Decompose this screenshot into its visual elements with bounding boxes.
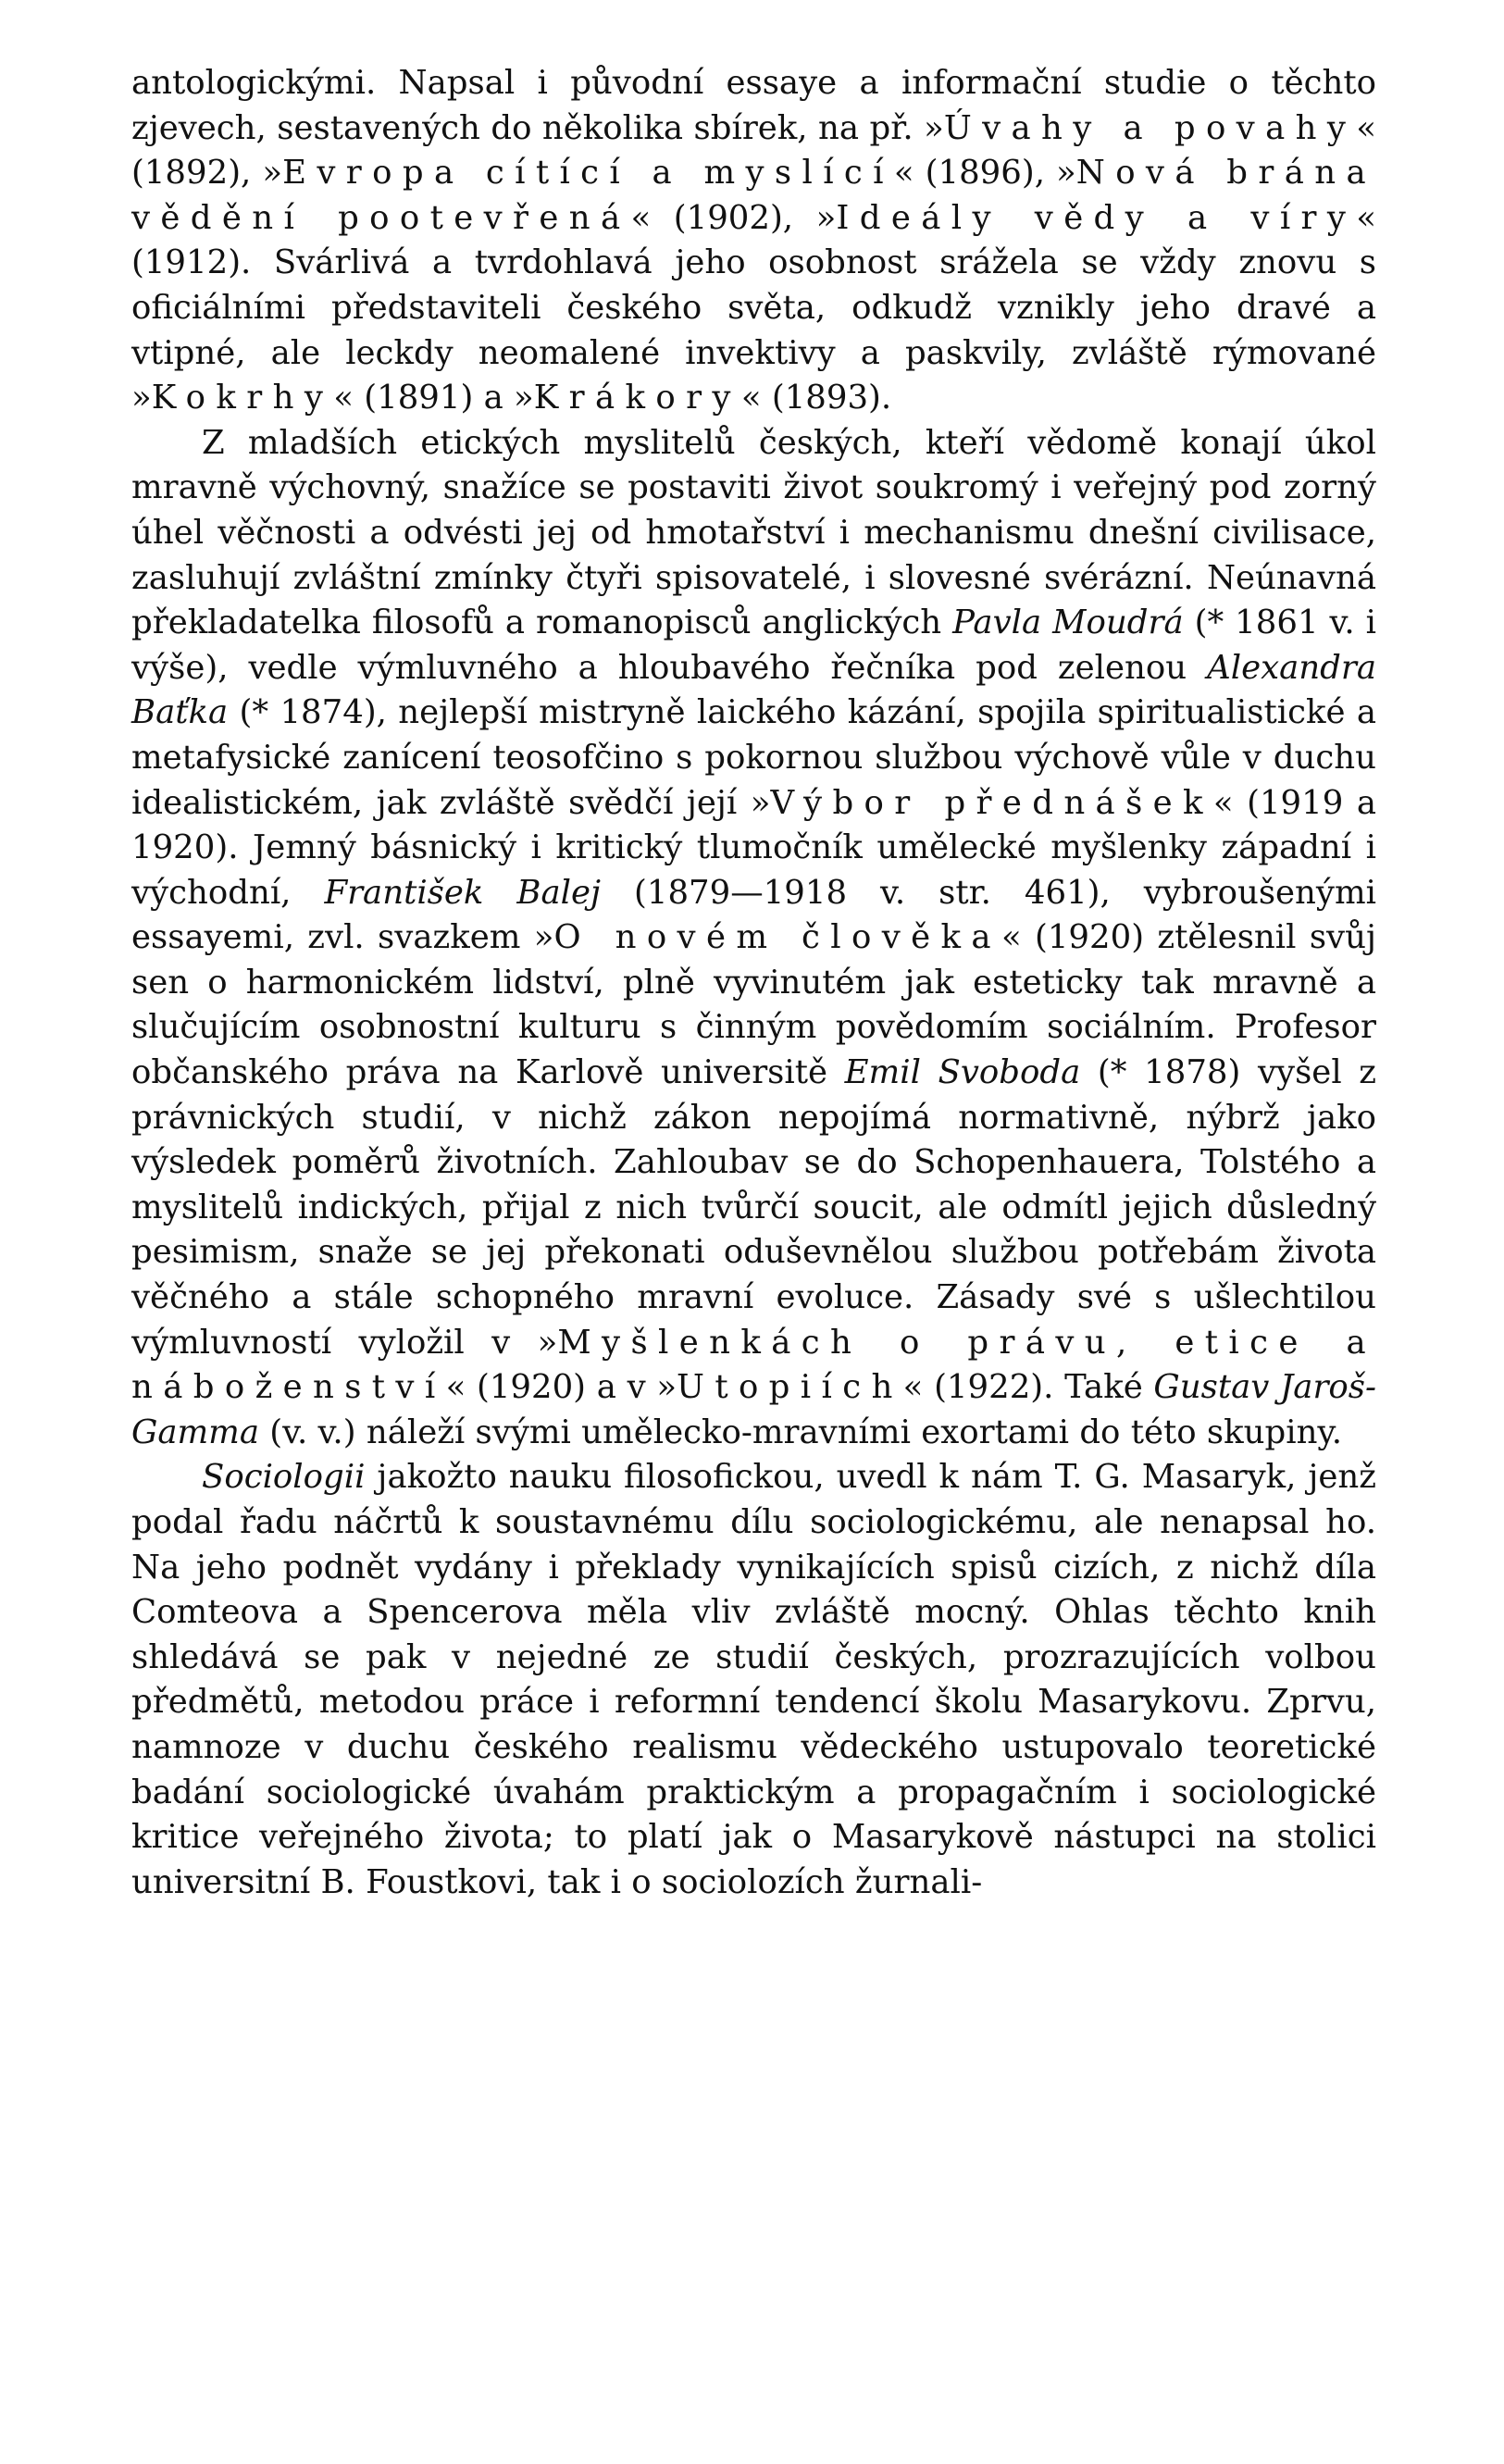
text-run: « (1892), » (131, 108, 1376, 193)
paragraph-1 (131, 61, 1376, 421)
italic-name: Pavla Moudrá (952, 604, 1184, 642)
italic-name: Emil Svoboda (844, 1053, 1081, 1092)
text-run: Z mladších etických myslitelů českých, kteří vědomě konají úkol mravně výchovný, snažíce se postaviti život soukromý i veřejný pod zorný úhel věčnosti a odvésti jej od hmotařství i mechanismu dnešní civilisace, zasluhují zvláštní zmínky čtyři spisovatelé, i slovesné svérázní. Neúnavná překladatelka filosofů a romanopisců anglických (131, 423, 1376, 642)
italic-name: Sociologii (202, 1458, 366, 1497)
emphasized-title: Myšlenkách o právu, etice a náboženství (131, 1323, 1377, 1407)
emphasized-title: Utopiích (677, 1368, 903, 1407)
italic-name: František Balej (324, 873, 602, 912)
emphasized-title: Evropa cítící a myslící (282, 154, 894, 193)
book-page (131, 61, 1376, 1905)
text-run: antologickými. Napsal i původní essaye a informační studie o těchto zjevech, sestavených do několika sbírek, na př. » (131, 64, 1376, 147)
text-run: « (1920) a v » (445, 1368, 677, 1407)
emphasized-title: O novém člověka (553, 918, 1001, 957)
text-run: (v. v.) náleží svými umělecko-mravními exortami do této skupiny. (259, 1412, 1343, 1451)
italic-name: Gustav Jaroš-Gamma (131, 1368, 1376, 1451)
text-run: « (1902), » (630, 198, 837, 237)
text-run: « (1919 a 1920). Jemný básnický i kritický tlumočník umělecké myšlenky západní i východní, (131, 783, 1376, 912)
emphasized-title: Úvahy a povahy (943, 108, 1357, 147)
text-run: (* 1861 v. i výše), vedle výmluvného a hloubavého řečníka pod zelenou (131, 604, 1376, 687)
text-run: jakožto nauku filosofickou, uvedl k nám T. G. Masaryk, jenž podal řadu náčrtů k soustavnému dílu sociologickému, ale nenapsal ho. Na jeho podnět vydány i překlady vynikajících spisů cizích, z nichž díla Comteova a Spencerova měla vliv zvláště mocný. Ohlas těchto knih shledává se pak v nejedné ze studií českých, prozrazujících volbou předmětů, metodou práce i reformní tendencí školu Masarykovu. Zprvu, namnoze v duchu českého realismu vědeckého ustupovalo teoretické badání sociologické úvahám praktickým a propagačním i sociologické kritice veřejného života; to platí jak o Masarykově nástupci na stolici universitní B. Foustkovi, tak i o sociolozích žurnali- (131, 1458, 1376, 1901)
italic-name: Alexandra Baťka (131, 648, 1376, 732)
text-run: « (1891) a » (333, 379, 534, 417)
paragraph-2 (131, 421, 1376, 1456)
emphasized-title: Výbor přednášek (770, 783, 1213, 822)
emphasized-title: Krákory (533, 379, 741, 417)
emphasized-title: Kokrhy (151, 379, 334, 417)
text-run: « (1893). (740, 379, 892, 417)
text-run: « (1912). Svárlivá a tvrdohlavá jeho osobnost srážela se vždy znovu s oficiálními představiteli českého světa, odkudž vznikly jeho dravé a vtipné, ale leckdy neomalené invektivy a paskvily, zvláště rýmované » (131, 198, 1377, 417)
emphasized-title: Ideály vědy a víry (836, 198, 1357, 237)
text-run: « (1896), » (893, 154, 1076, 193)
text-run: (1879—1918 v. str. 461), vybroušenými essayemi, zvl. svazkem » (131, 873, 1376, 957)
emphasized-title: Nová brána vědění pootevřená (131, 154, 1376, 237)
text-run: « (1920) ztělesnil svůj sen o harmonickém lidství, plně vyvinutém jak esteticky tak mravně a slučujícím osobnostní kulturu s činným povědomím sociálním. Profesor občanského práva na Karlově universitě (131, 918, 1376, 1092)
text-run: (* 1878) vyšel z právnických studií, v nichž zákon nepojímá normativně, nýbrž jako výsledek poměrů životních. Zahloubav se do Schopenhauera, Tolstého a myslitelů indických, přijal z nich tvůrčí soucit, ale odmítl jejich důsledný pesimism, snaže se jej překonati oduševnělou službou potřebám života věčného a stále schopného mravní evoluce. Zásady své s ušlechtilou výmluvností vyložil v » (131, 1053, 1376, 1362)
text-run: « (1922). Také (902, 1368, 1154, 1407)
text-run: (* 1874), nejlepší mistryně laického kázání, spojila spiritualistické a metafysické zanícení teosofčino s pokornou službou výchově vůle v duchu idealistickém, jak zvláště svědčí její » (131, 693, 1376, 822)
paragraph-3 (131, 1455, 1376, 1905)
